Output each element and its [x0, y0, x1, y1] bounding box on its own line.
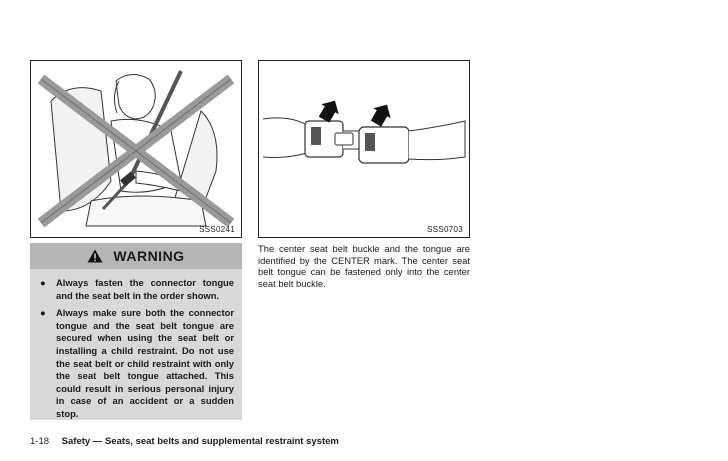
figure-center-buckle	[258, 60, 470, 238]
warning-item-text: Always fasten the connector tongue and the seat belt in the order shown.	[56, 277, 234, 301]
warning-item	[40, 277, 234, 302]
warning-list	[30, 269, 242, 421]
warning-title: WARNING	[113, 248, 185, 264]
warning-item-text: Always make sure both the connector tongue and the seat belt tongue are secured when using the seat belt or installing a child restraint. Do not use the seat belt or child restraint with only the seat belt tongue attached. This could result in serious personal injury in case of an accident or a sudden stop.	[56, 307, 234, 419]
bullet: ●	[40, 277, 46, 288]
incorrect-belt-routing-illustration	[31, 61, 241, 237]
caption-text: The center seat belt buckle and the tongue are identified by the CENTER mark. The center seat belt tongue can be fastened only into the center seat belt buckle.	[258, 243, 470, 289]
section-title: Safety — Seats, seat belts and supplemental restraint system	[61, 436, 339, 447]
page-footer	[30, 436, 339, 447]
center-buckle-tongue-illustration	[259, 61, 469, 237]
figure-incorrect-belt-use	[30, 60, 242, 238]
figure-code: SSS0703	[427, 225, 463, 234]
page-number: 1-18	[30, 436, 50, 447]
warning-box	[30, 243, 242, 420]
figure-code: SSS0241	[199, 225, 235, 234]
bullet: ●	[40, 307, 46, 319]
warning-header	[30, 243, 242, 269]
warning-item	[40, 307, 234, 420]
warning-triangle-icon	[87, 249, 103, 263]
